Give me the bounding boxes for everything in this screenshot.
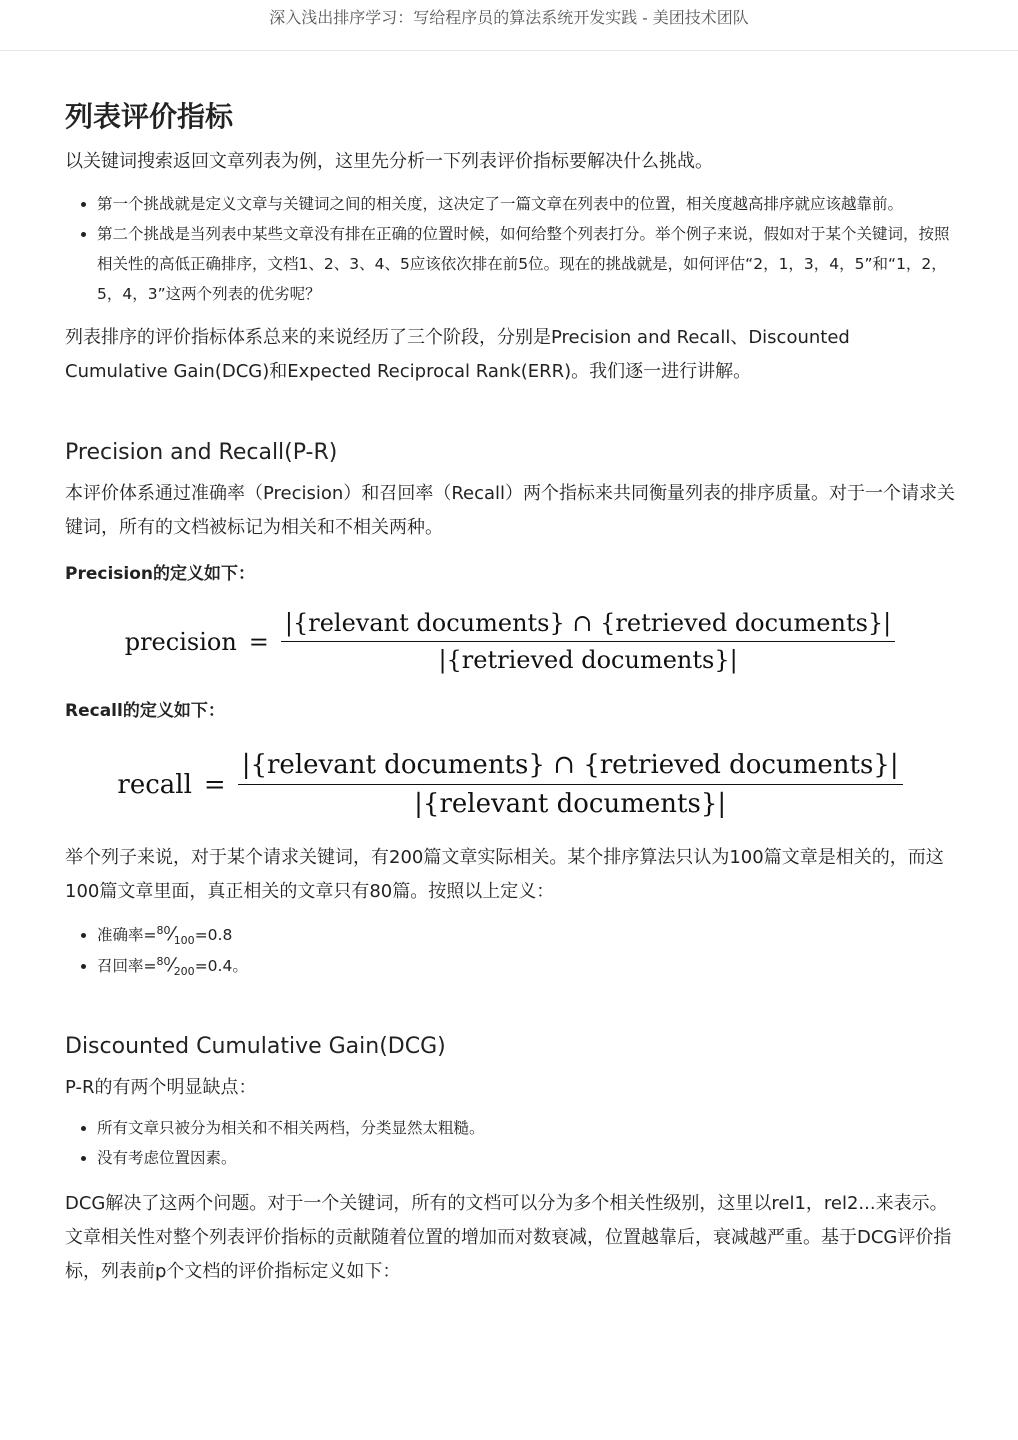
pr-example: 举个列子来说，对于某个请求关键词，有200篇文章实际相关。某个排序算法只认为100篇文章是相关的，而这100篇文章里面，真正相关的文章只有80篇。按照以上定义： <box>65 847 944 902</box>
list-item: • 第二个挑战是当列表中某些文章没有排在正确的位置时候，如何给整个列表打分。举个例子来说，假如对于某个关键词，按照相关性的高低正确排序，文档1、2、3、4、5应该依次排在前5位。现在的挑战就是，如何评估“2，1，3，4，5”和“1，2，5，4，3”这两个列表的优劣呢？ <box>97 219 955 309</box>
pr-intro: 本评价体系通过准确率（Precision）和召回率（Recall）两个指标来共同衡量列表的排序质量。对于一个请求关键词，所有的文档被标记为相关和不相关两种。 <box>65 483 956 538</box>
page-header-title: 深入浅出排序学习：写给程序员的算法系统开发实践 - 美团技术团队 <box>269 8 749 27</box>
section-title-precision-recall: Precision and Recall(P-R) <box>65 440 338 465</box>
section-title-dcg: Discounted Cumulative Gain(DCG) <box>65 1034 446 1059</box>
formula-equals: = <box>248 627 269 656</box>
dcg-drawbacks-list <box>65 1113 955 1173</box>
section-title-list-metrics: 列表评价指标 <box>65 100 234 133</box>
precision-label: Precision的定义如下： <box>65 564 256 584</box>
page-header <box>0 0 1018 51</box>
formula-fraction <box>281 609 895 674</box>
result-denominator: 200 <box>173 965 195 979</box>
formula-denominator: |{relevant documents}| <box>414 789 727 819</box>
list-item: • 没有考虑位置因素。 <box>97 1143 955 1173</box>
formula-lhs: recall <box>117 769 192 800</box>
recall-formula <box>65 750 955 819</box>
formula-denominator: |{retrieved documents}| <box>438 646 738 674</box>
challenge-list <box>65 189 955 309</box>
formula-fraction <box>238 750 903 819</box>
result-label: 准确率= <box>97 926 157 944</box>
formula-numerator: |{relevant documents} ∩ {retrieved documents}| <box>281 609 895 642</box>
formula-equals: = <box>203 769 226 800</box>
fraction-slash: ⁄ <box>170 954 174 976</box>
result-label: 召回率= <box>97 957 157 975</box>
article-content <box>65 95 955 1289</box>
formula-lhs: precision <box>124 627 237 656</box>
list-item <box>97 950 955 981</box>
dcg-body: DCG解决了这两个问题。对于一个关键词，所有的文档可以分为多个相关性级别，这里以rel1，rel2...来表示。文章相关性对整个列表评价指标的贡献随着位置的增加而对数衰减，位置越靠后，衰减越严重。基于DCG评价指标，列表前p个文档的评价指标定义如下： <box>65 1193 952 1282</box>
pr-results-list <box>65 919 955 981</box>
fraction-slash: ⁄ <box>170 923 174 945</box>
section-summary: 列表排序的评价指标体系总来的来说经历了三个阶段，分别是Precision and Recall、Discounted Cumulative Gain(DCG)和Expected Reciprocal Rank(ERR)。我们逐一进行讲解。 <box>65 327 850 382</box>
list-item <box>97 919 955 950</box>
list-item: • 所有文章只被分为相关和不相关两档，分类显然太粗糙。 <box>97 1113 955 1143</box>
precision-formula <box>65 609 955 674</box>
formula-numerator: |{relevant documents} ∩ {retrieved documents}| <box>238 750 903 785</box>
result-value: =0.8 <box>194 926 233 944</box>
section-intro: 以关键词搜索返回文章列表为例，这里先分析一下列表评价指标要解决什么挑战。 <box>65 151 713 172</box>
list-item: • 第一个挑战就是定义文章与关键词之间的相关度，这决定了一篇文章在列表中的位置，相关度越高排序就应该越靠前。 <box>97 189 955 219</box>
result-value: =0.4。 <box>194 957 248 975</box>
dcg-intro: P-R的有两个明显缺点： <box>65 1077 257 1098</box>
result-denominator: 100 <box>173 934 195 948</box>
result-numerator: 80 <box>156 923 171 937</box>
recall-label: Recall的定义如下： <box>65 701 225 721</box>
result-numerator: 80 <box>156 954 171 968</box>
